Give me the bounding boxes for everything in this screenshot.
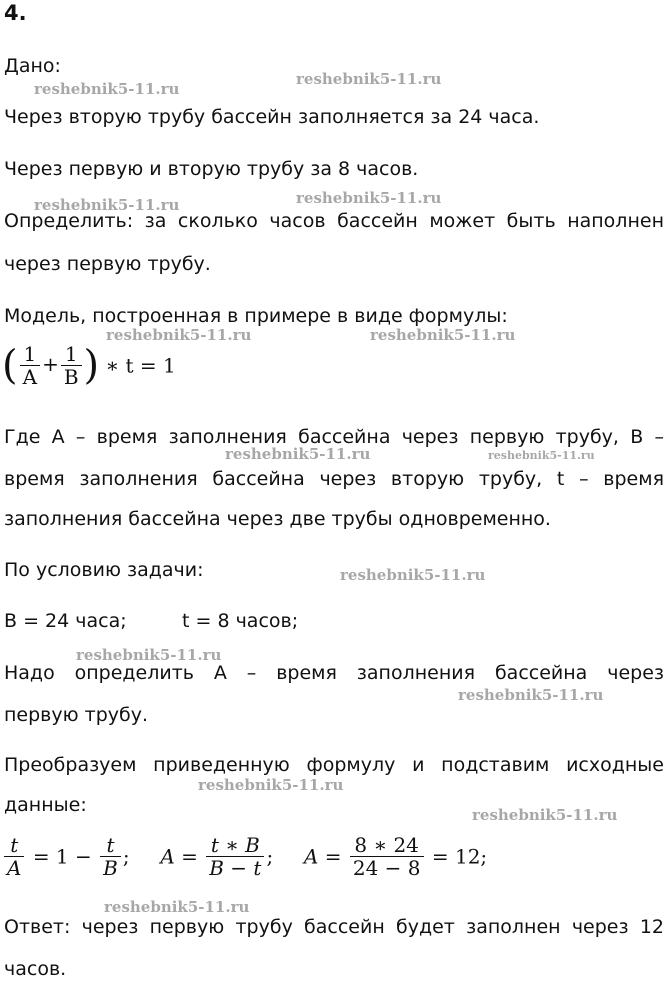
watermark: reshebnik5-11.ru	[104, 898, 250, 916]
watermark: reshebnik5-11.ru	[340, 566, 486, 584]
model-formula: ( $\frac{1}{A}$ + $\frac{1}{B}$ ) ∗ t = 1	[2, 342, 176, 389]
watermark: reshebnik5-11.ru	[488, 449, 595, 462]
determine-line-1: Определить: за сколько часов бассейн может быть наполнен	[4, 210, 664, 232]
watermark: reshebnik5-11.ru	[106, 326, 252, 344]
answer-line-2: часов.	[4, 958, 67, 980]
given-label: Дано:	[4, 55, 61, 77]
model-text: Модель, построенная в примере в виде формулы:	[4, 305, 508, 327]
need-line-2: первую трубу.	[4, 704, 149, 726]
t-value: t = 8 часов;	[182, 610, 299, 632]
watermark: reshebnik5-11.ru	[472, 806, 618, 824]
watermark: reshebnik5-11.ru	[225, 445, 371, 463]
transform-line-1: Преобразуем приведенную формулу и подставим исходные	[4, 754, 664, 776]
need-line-1: Надо определить A – время заполнения бассейна через	[4, 662, 664, 684]
watermark: reshebnik5-11.ru	[296, 189, 442, 207]
given-both-text: Через первую и вторую трубу за 8 часов.	[4, 158, 419, 180]
where-line-3: заполнения бассейна через две трубы одновременно.	[4, 508, 551, 530]
answer-line-1: Ответ: через первую трубу бассейн будет заполнен через 12	[4, 916, 664, 938]
condition-text: По условию задачи:	[4, 559, 204, 581]
given-pipe2-text: Через вторую трубу бассейн заполняется за 24 часа.	[4, 106, 540, 128]
watermark: reshebnik5-11.ru	[34, 80, 180, 98]
watermark: reshebnik5-11.ru	[296, 70, 442, 88]
where-line-1: Где A – время заполнения бассейна через первую трубу, B –	[4, 426, 664, 448]
determine-line-2: через первую трубу.	[4, 253, 211, 275]
where-line-2: время заполнения бассейна через вторую трубу, t – время	[4, 468, 664, 490]
transform-line-2: данные:	[4, 794, 87, 816]
watermark: reshebnik5-11.ru	[198, 776, 344, 794]
b-value: B = 24 часа;	[4, 610, 127, 632]
watermark: reshebnik5-11.ru	[76, 646, 222, 664]
transformed-formula: $\frac{t}{A}$ = 1 − $\frac{t}{B}$ ; A = $\frac{t ∗ B}{B - t}$ ; A = $\frac{8 ∗ 24}{24 - 8}$ = 12;	[2, 834, 487, 879]
watermark: reshebnik5-11.ru	[458, 686, 604, 704]
problem-number: 4.	[4, 1, 27, 25]
watermark: reshebnik5-11.ru	[34, 196, 180, 214]
watermark: reshebnik5-11.ru	[370, 326, 516, 344]
